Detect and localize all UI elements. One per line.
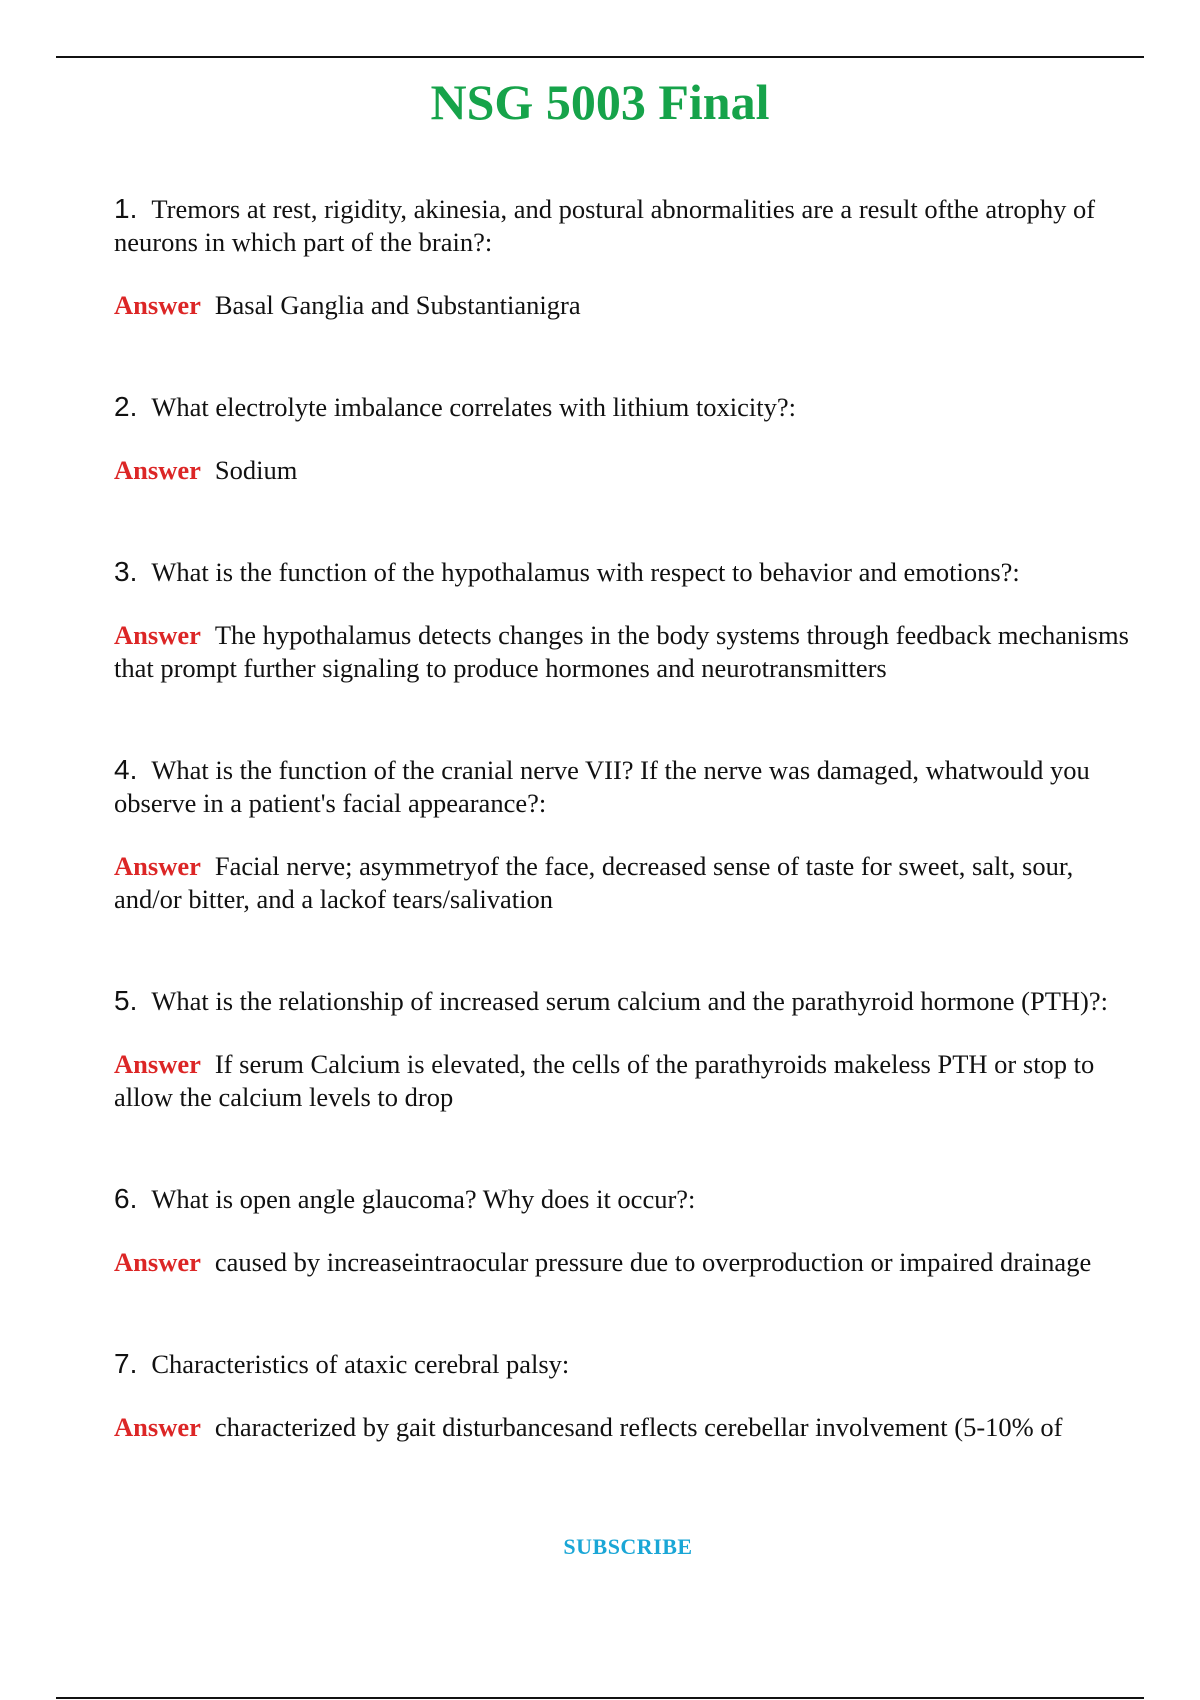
- question: [114, 390, 1140, 424]
- qa-item: [114, 192, 1140, 322]
- answer: [114, 619, 1140, 685]
- question: [114, 1347, 1140, 1381]
- answer-text: caused by increaseintraocular pressure due to overproduction or impaired drainage: [214, 1247, 1092, 1277]
- qa-item: [114, 390, 1140, 487]
- question: [114, 192, 1140, 259]
- question-text: What is the relationship of increased serum calcium and the parathyroid hormone (PTH)?:: [151, 986, 1108, 1016]
- answer-text: characterized by gait disturbancesand reflects cerebellar involvement (5-10% of: [214, 1412, 1063, 1442]
- qa-item: [114, 1347, 1140, 1444]
- question-number: 2.: [114, 391, 138, 422]
- answer-label: Answer: [114, 455, 201, 485]
- question-text: What is the function of the cranial nerve VII? If the nerve was damaged, whatwould you observe in a patient's facial appearance?:: [114, 755, 1090, 818]
- answer-text: Basal Ganglia and Substantianigra: [214, 290, 581, 320]
- question-text: What is the function of the hypothalamus with respect to behavior and emotions?:: [151, 557, 1020, 587]
- question-number: 7.: [114, 1348, 138, 1379]
- question: [114, 984, 1140, 1018]
- answer-label: Answer: [114, 1247, 201, 1277]
- question: [114, 753, 1140, 820]
- answer-text: Sodium: [214, 455, 298, 485]
- answer: [114, 1048, 1140, 1114]
- answer-label: Answer: [114, 1049, 201, 1079]
- question: [114, 555, 1140, 589]
- qa-item: [114, 984, 1140, 1114]
- question-text: Tremors at rest, rigidity, akinesia, and postural abnormalities are a result ofthe atrophy of neurons in which part of the brain?:: [114, 194, 1096, 257]
- qa-list: [114, 192, 1140, 1444]
- subscribe-link[interactable]: SUBSCRIBE: [563, 1534, 693, 1559]
- question-text: What electrolyte imbalance correlates with lithium toxicity?:: [151, 392, 796, 422]
- question-number: 1.: [114, 193, 138, 224]
- question-number: 5.: [114, 985, 138, 1016]
- answer-label: Answer: [114, 1412, 201, 1442]
- answer: [114, 850, 1140, 916]
- document-title: NSG 5003 Final: [430, 74, 770, 130]
- question-number: 6.: [114, 1183, 138, 1214]
- answer-label: Answer: [114, 851, 201, 881]
- question: [114, 1182, 1140, 1216]
- answer: [114, 454, 1140, 487]
- answer-label: Answer: [114, 620, 201, 650]
- answer-text: The hypothalamus detects changes in the body systems through feedback mechanisms that prompt further signaling to produce hormones and neurotransmitters: [114, 620, 1129, 683]
- question-number: 3.: [114, 556, 138, 587]
- answer-text: Facial nerve; asymmetryof the face, decreased sense of taste for sweet, salt, sour, and/or bitter, and a lackof tears/salivation: [114, 851, 1074, 914]
- qa-item: [114, 753, 1140, 916]
- answer-label: Answer: [114, 290, 201, 320]
- answer-text: If serum Calcium is elevated, the cells of the parathyroids makeless PTH or stop to allow the calcium levels to drop: [114, 1049, 1095, 1112]
- answer: [114, 289, 1140, 322]
- bottom-rule: [56, 1697, 1144, 1699]
- qa-item: [114, 1182, 1140, 1279]
- qa-item: [114, 555, 1140, 685]
- question-number: 4.: [114, 754, 138, 785]
- question-text: What is open angle glaucoma? Why does it occur?:: [151, 1184, 696, 1214]
- top-rule: [56, 56, 1144, 58]
- answer: [114, 1246, 1140, 1279]
- answer: [114, 1411, 1140, 1444]
- question-text: Characteristics of ataxic cerebral palsy:: [151, 1349, 570, 1379]
